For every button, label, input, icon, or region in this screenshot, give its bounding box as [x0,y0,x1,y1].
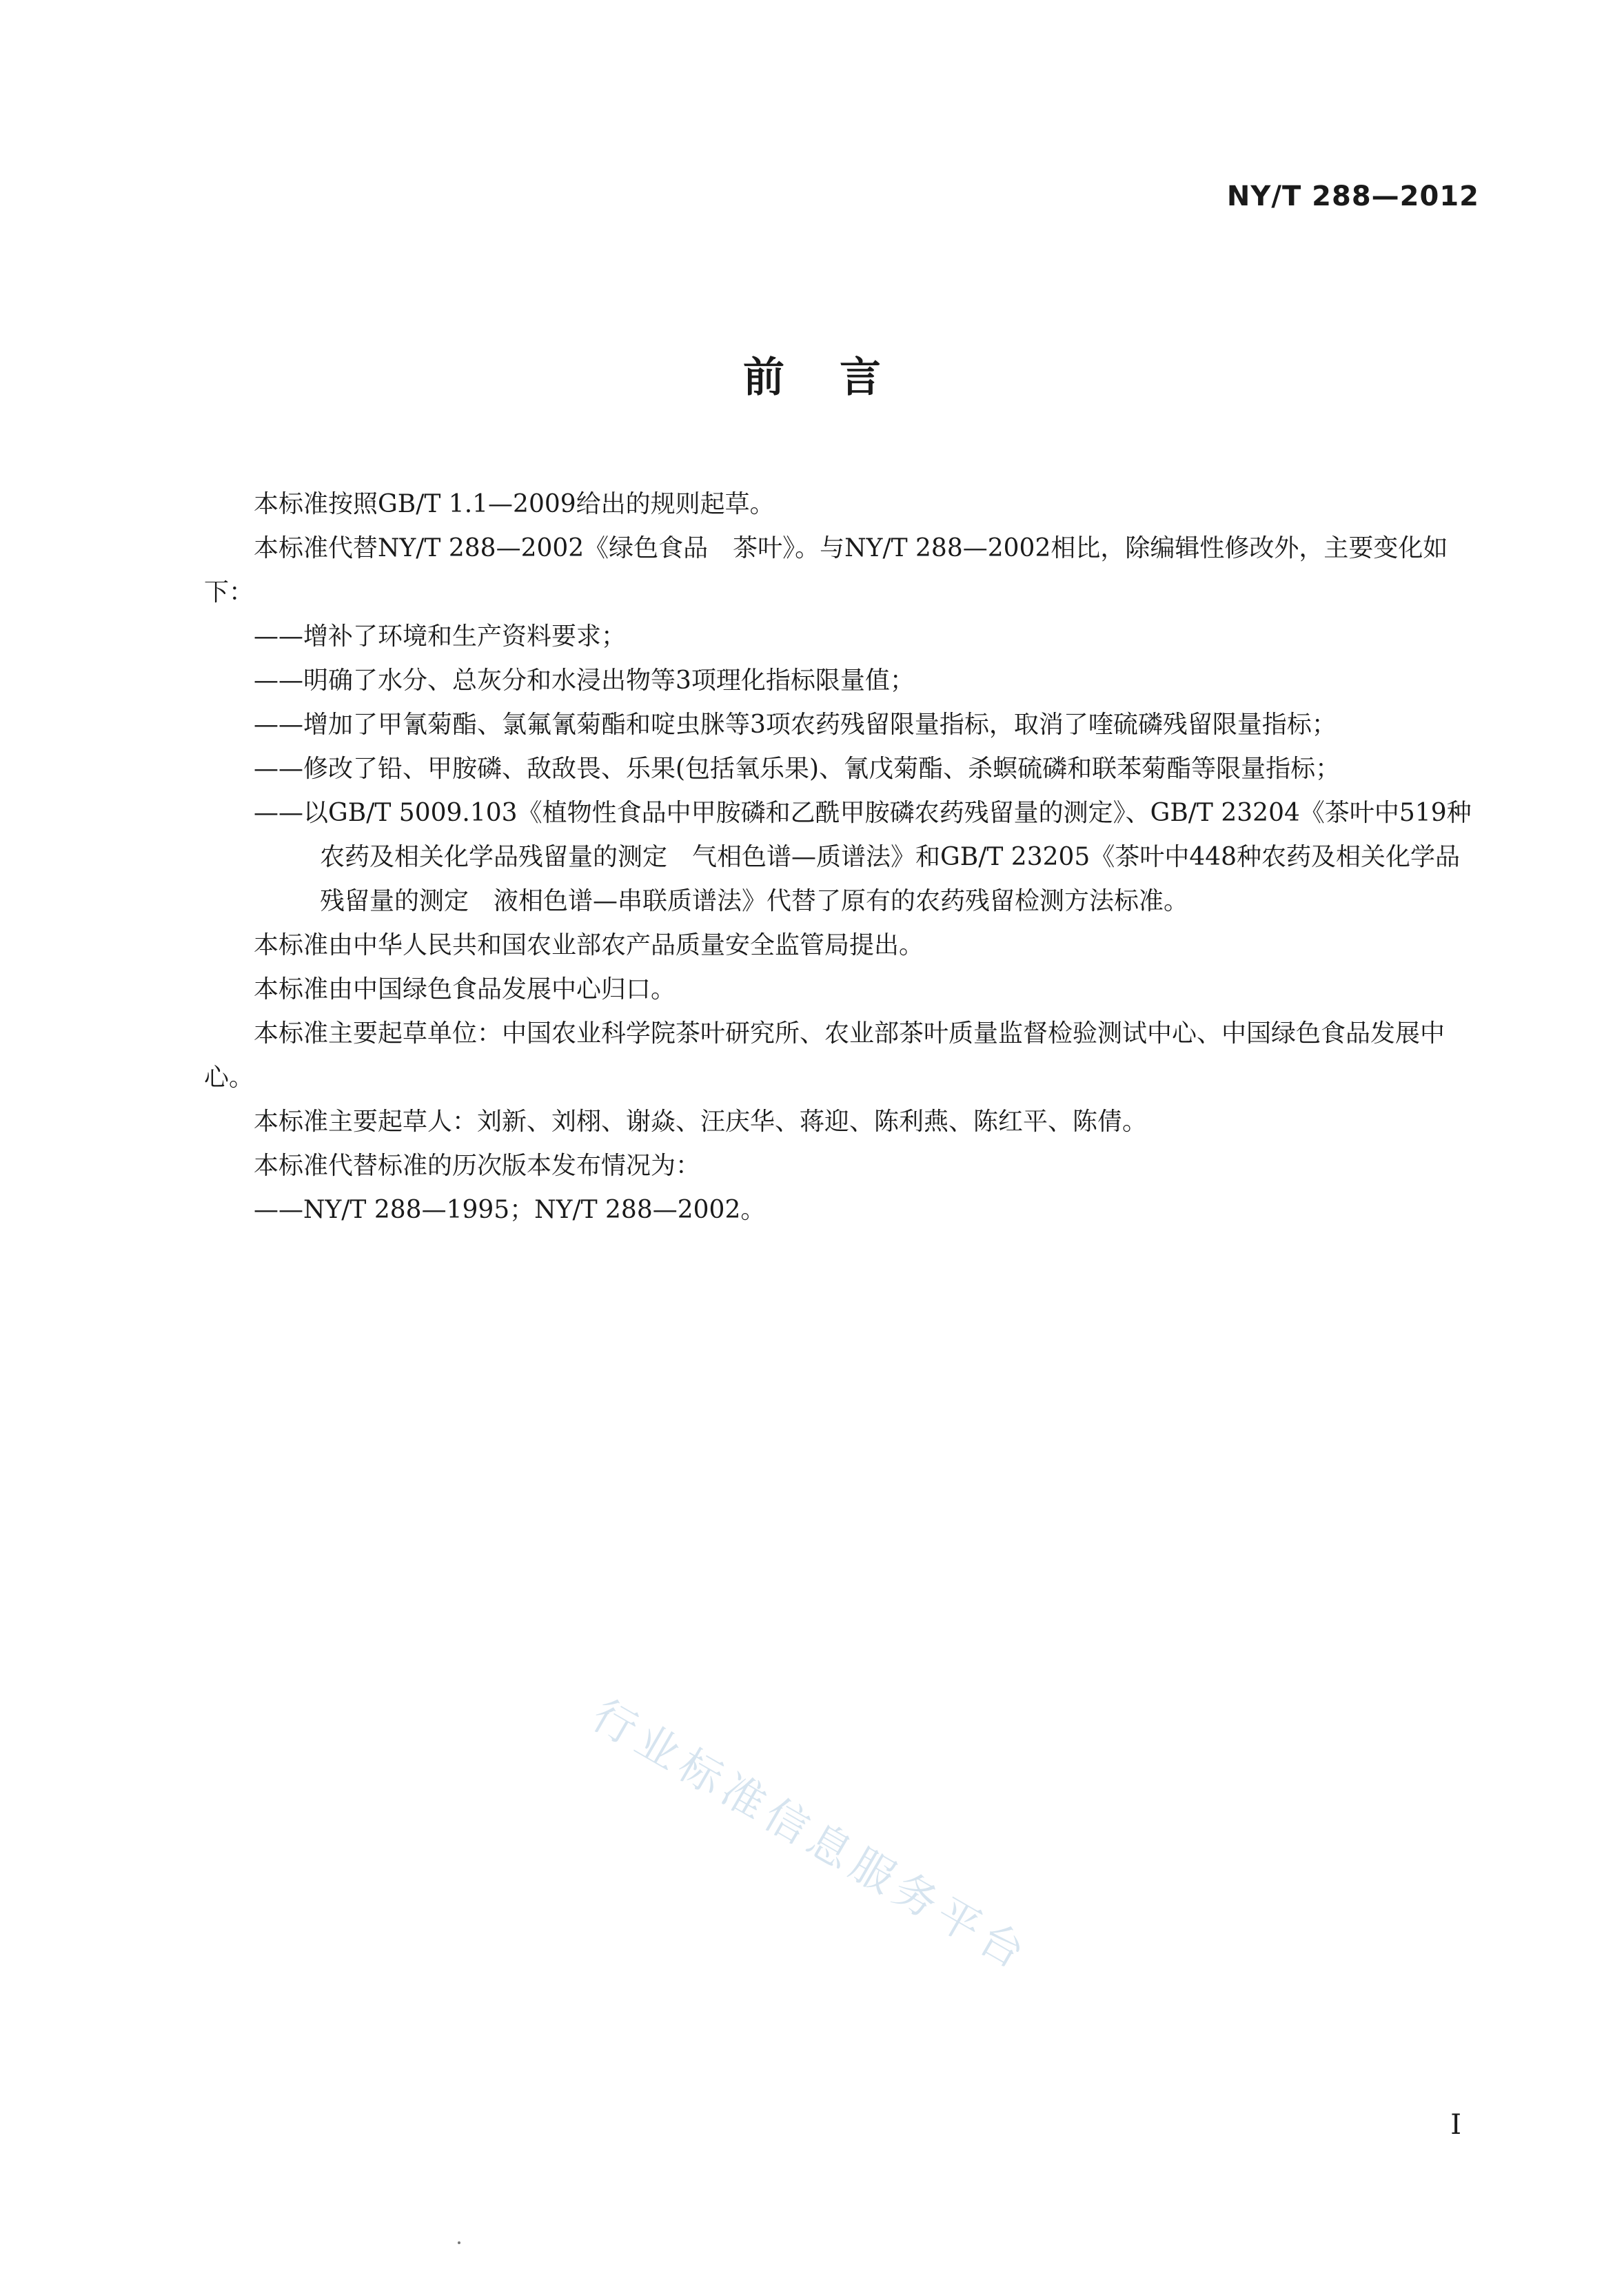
watermark: 行业标准信息服务平台 [584,1689,1039,1982]
page-title: 前言 [743,354,936,402]
foreword-body [204,482,1483,1232]
paragraph-drafting-units: 本标准主要起草单位：中国农业科学院茶叶研究所、农业部茶叶质量监督检验测试中心、中国绿色食品发展中心。 [204,1019,1445,1092]
standard-code: NY/T 288—2012 [1226,181,1479,212]
change-item: ——修改了铅、甲胺磷、敌敌畏、乐果(包括氧乐果)、氰戊菊酯、杀螟硫磷和联苯菊酯等限量指标； [254,755,1341,783]
paragraph-replacement: 本标准代替NY/T 288—2002《绿色食品 茶叶》。与NY/T 288—2002相比，除编辑性修改外，主要变化如下： [204,534,1448,607]
history-item: ——NY/T 288—1995；NY/T 288—2002。 [254,1196,766,1224]
scan-speck [458,2241,460,2244]
paragraph-history-intro: 本标准代替标准的历次版本发布情况为： [254,1152,701,1180]
change-item: ——增加了甲氰菊酯、氯氟氰菊酯和啶虫脒等3项农药残留限量指标，取消了喹硫磷残留限量指标； [254,711,1337,739]
paragraph-centralized: 本标准由中国绿色食品发展中心归口。 [254,975,676,1004]
page-number: I [1450,2109,1461,2141]
paragraph-drafters: 本标准主要起草人：刘新、刘栩、谢焱、汪庆华、蒋迎、陈利燕、陈红平、陈倩。 [254,1108,1148,1136]
change-item: ——以GB/T 5009.103《植物性食品中甲胺磷和乙酰甲胺磷农药残留量的测定》、GB/T 23204《茶叶中519种农药及相关化学品残留量的测定 气相色谱—质谱法》和GB/T 23205《茶叶中448种农药及相关化学品残留量的测定 液相色谱—串联质谱法》代替了原有的农药残留检测方法标准。 [254,799,1472,915]
change-item: ——增补了环境和生产资料要求； [254,622,627,651]
change-item: ——明确了水分、总灰分和水浸出物等3项理化指标限量值； [254,666,915,695]
paragraph-drafting-rules: 本标准按照GB/T 1.1—2009给出的规则起草。 [254,490,775,518]
paragraph-proposer: 本标准由中华人民共和国农业部农产品质量安全监管局提出。 [254,931,924,959]
